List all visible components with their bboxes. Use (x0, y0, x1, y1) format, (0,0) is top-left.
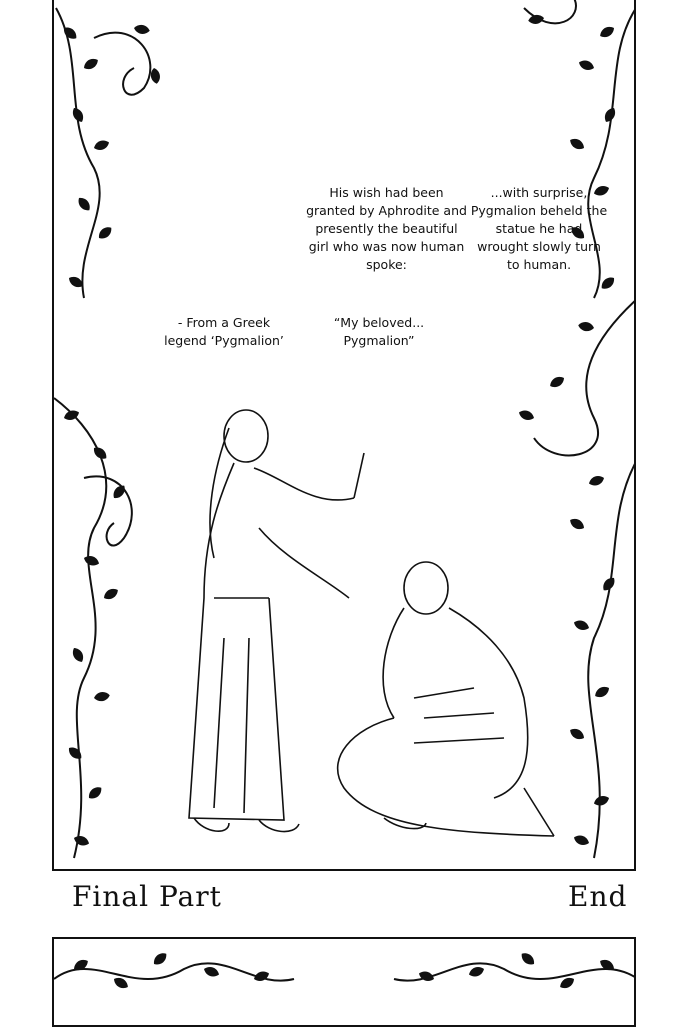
pygmalion-figure (338, 562, 554, 836)
next-page-panel (52, 937, 636, 1027)
right-vine (524, 0, 636, 858)
left-vine (54, 8, 150, 858)
wish-caption: His wish had been granted by Aphrodite and presently the beautiful girl who was now human spoke: (306, 185, 467, 272)
right-leaves (517, 14, 617, 848)
end-label: End (568, 880, 628, 913)
legend-caption: - From a Greek legend ‘Pygmalion’ (164, 315, 284, 348)
final-panel (52, 0, 636, 871)
beloved-speech: “My beloved... Pygmalion” (333, 315, 425, 348)
final-part-label: Final Part (72, 880, 222, 913)
laurel-border-art (54, 0, 636, 871)
surprise-caption: ...with surprise, Pygmalion beheld the statue he had wrought slowly turn to human. (470, 185, 608, 272)
next-page-vines (54, 939, 636, 1027)
